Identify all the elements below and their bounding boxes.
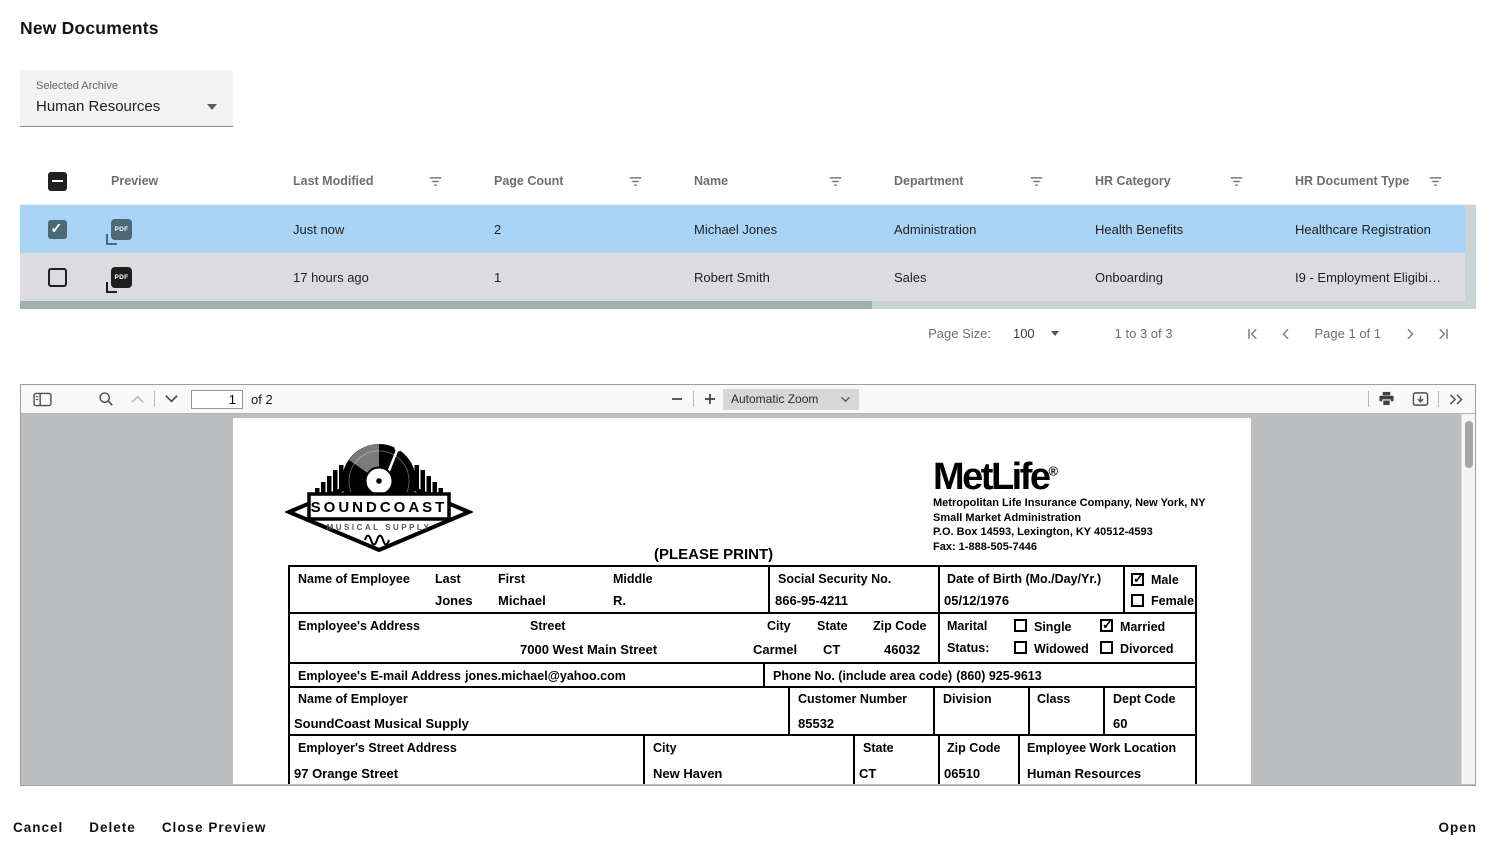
pagination-bar xyxy=(928,326,1461,341)
more-tools-icon[interactable] xyxy=(1446,391,1466,408)
form-value-middle-name: R. xyxy=(613,593,626,608)
pdf-vertical-scrollbar[interactable] xyxy=(1461,414,1475,784)
delete-button[interactable]: Delete xyxy=(89,820,136,835)
form-label: Zip Code xyxy=(947,741,1001,755)
cell-hr-category: Onboarding xyxy=(1095,269,1163,285)
page-title: New Documents xyxy=(20,18,159,38)
cell-last-modified: Just now xyxy=(293,221,345,237)
form-value-phone: (860) 925-9613 xyxy=(956,669,1042,683)
archive-select-label: Selected Archive xyxy=(36,80,118,92)
metlife-address-line: Metropolitan Life Insurance Company, New York, NY xyxy=(933,497,1206,509)
logo-subtitle-text: MUSICAL SUPPLY xyxy=(326,523,432,532)
registered-mark: ® xyxy=(1048,463,1059,479)
metlife-address-line: Fax: 1-888-505-7446 xyxy=(933,540,1037,553)
form-value-customer-number: 85532 xyxy=(798,716,835,731)
form-label: Employee's E-mail Address xyxy=(298,669,461,683)
married-checkbox xyxy=(1100,619,1113,632)
form-value-first-name: Michael xyxy=(498,593,546,608)
form-label: City xyxy=(653,741,677,755)
form-value-street: 7000 West Main Street xyxy=(520,642,658,657)
form-label: Phone No. (include area code) xyxy=(773,669,953,683)
zoom-level-select[interactable] xyxy=(723,389,859,410)
column-header-hr-document-type: HR Document Type xyxy=(1295,174,1476,188)
metlife-address-line: Small Market Administration xyxy=(933,511,1082,524)
first-page-button[interactable] xyxy=(1245,327,1259,341)
form-value-work-location: Human Resources xyxy=(1027,766,1142,781)
cell-page-count: 1 xyxy=(494,269,502,285)
pdf-toolbar xyxy=(21,385,1475,414)
form-value-city: Carmel xyxy=(753,642,798,657)
row-checkbox[interactable] xyxy=(48,268,67,287)
cell-department: Sales xyxy=(894,269,927,285)
scrollbar-thumb[interactable] xyxy=(20,301,872,309)
cell-department: Administration xyxy=(894,221,977,237)
cell-hr-category: Health Benefits xyxy=(1095,221,1184,237)
documents-table xyxy=(20,158,1476,309)
form-value-employer-state: CT xyxy=(859,766,877,781)
archive-select-value: Human Resources xyxy=(36,98,161,115)
form-value-state: CT xyxy=(823,642,841,657)
divorced-checkbox xyxy=(1100,641,1113,654)
form-label: Marital xyxy=(947,619,988,633)
table-horizontal-scrollbar[interactable] xyxy=(20,301,1476,309)
next-page-button[interactable] xyxy=(1403,327,1417,341)
form-label: Male xyxy=(1151,573,1179,587)
pdf-preview-icon[interactable]: PDF xyxy=(111,219,132,240)
form-value-employer-zip: 06510 xyxy=(944,766,981,781)
table-row[interactable] xyxy=(20,205,1476,253)
enrollment-form xyxy=(288,565,1197,784)
table-row[interactable] xyxy=(20,253,1476,301)
form-label: Divorced xyxy=(1120,642,1174,656)
pdf-document-area xyxy=(21,414,1475,784)
form-label: Employee Work Location xyxy=(1027,741,1177,755)
pdf-page xyxy=(233,418,1251,784)
form-label: Female xyxy=(1151,594,1195,608)
metlife-header xyxy=(933,458,1233,554)
previous-page-chevron-icon[interactable] xyxy=(128,392,147,406)
form-value-zip: 46032 xyxy=(884,642,921,657)
filter-icon[interactable] xyxy=(1029,175,1044,188)
form-label: Zip Code xyxy=(873,619,927,633)
logo-name-text: SOUNDCOAST xyxy=(310,499,448,516)
column-header-department: Department xyxy=(894,174,1095,188)
close-preview-button[interactable]: Close Preview xyxy=(161,820,267,835)
previous-page-button[interactable] xyxy=(1279,327,1293,341)
cell-hr-document-type: I9 - Employment Eligibi… xyxy=(1295,269,1441,285)
form-label: Class xyxy=(1037,692,1071,706)
column-header-name: Name xyxy=(694,174,894,188)
form-label: Widowed xyxy=(1034,642,1089,656)
zoom-out-icon[interactable] xyxy=(668,390,686,408)
pagination-range: 1 to 3 of 3 xyxy=(1114,326,1173,341)
pagination-page-text: Page 1 of 1 xyxy=(1314,326,1381,341)
filter-icon[interactable] xyxy=(1229,175,1244,188)
archive-select[interactable] xyxy=(20,70,233,127)
form-label: Street xyxy=(530,619,566,633)
page-number-input[interactable] xyxy=(191,390,243,409)
table-vertical-scrollbar[interactable] xyxy=(1465,205,1476,301)
form-label: City xyxy=(767,619,791,633)
metlife-address-line: P.O. Box 14593, Lexington, KY 40512-4593 xyxy=(933,526,1153,538)
search-icon[interactable] xyxy=(96,389,116,409)
filter-icon[interactable] xyxy=(628,175,643,188)
cell-name: Michael Jones xyxy=(694,221,778,237)
cell-page-count: 2 xyxy=(494,221,502,237)
form-label: Dept Code xyxy=(1113,692,1176,706)
form-label: Date of Birth (Mo./Day/Yr.) xyxy=(947,572,1102,586)
form-label: Division xyxy=(943,692,992,706)
cell-name: Robert Smith xyxy=(694,269,770,285)
cancel-button[interactable]: Cancel xyxy=(13,820,64,835)
form-value-employer: SoundCoast Musical Supply xyxy=(294,716,469,731)
form-value-email: jones.michael@yahoo.com xyxy=(465,669,626,683)
print-icon[interactable] xyxy=(1376,389,1397,409)
column-header-last-modified: Last Modified xyxy=(293,174,494,188)
form-label: Last xyxy=(435,572,461,586)
form-value-employer-city: New Haven xyxy=(653,766,723,781)
column-header-hr-category: HR Category xyxy=(1095,174,1295,188)
form-label: Name of Employer xyxy=(298,692,408,706)
scrollbar-thumb[interactable] xyxy=(1465,421,1473,468)
form-label: Customer Number xyxy=(798,692,908,706)
sidebar-toggle-icon[interactable] xyxy=(31,390,54,409)
form-label: State xyxy=(817,619,848,633)
page-count-text: of 2 xyxy=(251,391,273,407)
table-header-row xyxy=(20,158,1476,205)
form-label: Employer's Street Address xyxy=(298,741,457,755)
form-value-ssn: 866-95-4211 xyxy=(775,593,849,608)
column-header-page-count: Page Count xyxy=(494,174,694,188)
single-checkbox xyxy=(1014,619,1027,632)
column-header-preview: Preview xyxy=(111,174,159,188)
select-all-checkbox[interactable] xyxy=(48,172,67,191)
please-print-text: (PLEASE PRINT) xyxy=(654,546,774,563)
open-button[interactable]: Open xyxy=(1438,820,1477,835)
last-page-button[interactable] xyxy=(1437,327,1451,341)
zoom-level-value: Automatic Zoom xyxy=(731,392,819,406)
form-label: Employee's Address xyxy=(298,619,421,633)
chevron-down-icon xyxy=(207,104,217,110)
row-checkbox[interactable] xyxy=(48,220,67,239)
page-size-label: Page Size: xyxy=(928,326,991,341)
pdf-preview-icon[interactable]: PDF xyxy=(111,267,132,288)
metlife-brand: MetLife® xyxy=(933,456,1059,498)
female-checkbox xyxy=(1131,594,1144,607)
form-value-last-name: Jones xyxy=(435,593,473,608)
form-label: First xyxy=(498,572,526,586)
widowed-checkbox xyxy=(1014,641,1027,654)
form-label: State xyxy=(863,741,894,755)
page-size-caret-icon[interactable] xyxy=(1051,331,1059,336)
form-value-employer-street: 97 Orange Street xyxy=(294,766,399,781)
action-bar xyxy=(0,786,1493,851)
form-value-dept-code: 60 xyxy=(1113,716,1128,731)
filter-icon[interactable] xyxy=(828,175,843,188)
soundcoast-logo xyxy=(285,436,473,567)
filter-icon[interactable] xyxy=(428,175,443,188)
filter-icon[interactable] xyxy=(1428,175,1443,188)
form-label: Status: xyxy=(947,641,990,655)
form-value-dob: 05/12/1976 xyxy=(944,593,1010,608)
form-label: Social Security No. xyxy=(778,572,892,586)
zoom-in-icon[interactable] xyxy=(701,390,719,408)
cell-hr-document-type: Healthcare Registration xyxy=(1295,221,1431,237)
pdf-viewer xyxy=(20,384,1476,786)
male-checkbox xyxy=(1131,573,1144,586)
next-page-chevron-icon[interactable] xyxy=(162,392,181,406)
download-icon[interactable] xyxy=(1410,389,1431,409)
form-label: Middle xyxy=(613,572,653,586)
page-size-value[interactable]: 100 xyxy=(1012,326,1035,341)
form-label: Married xyxy=(1120,620,1166,634)
form-label: Single xyxy=(1034,620,1072,634)
cell-last-modified: 17 hours ago xyxy=(293,269,369,285)
form-label: Name of Employee xyxy=(298,572,410,586)
